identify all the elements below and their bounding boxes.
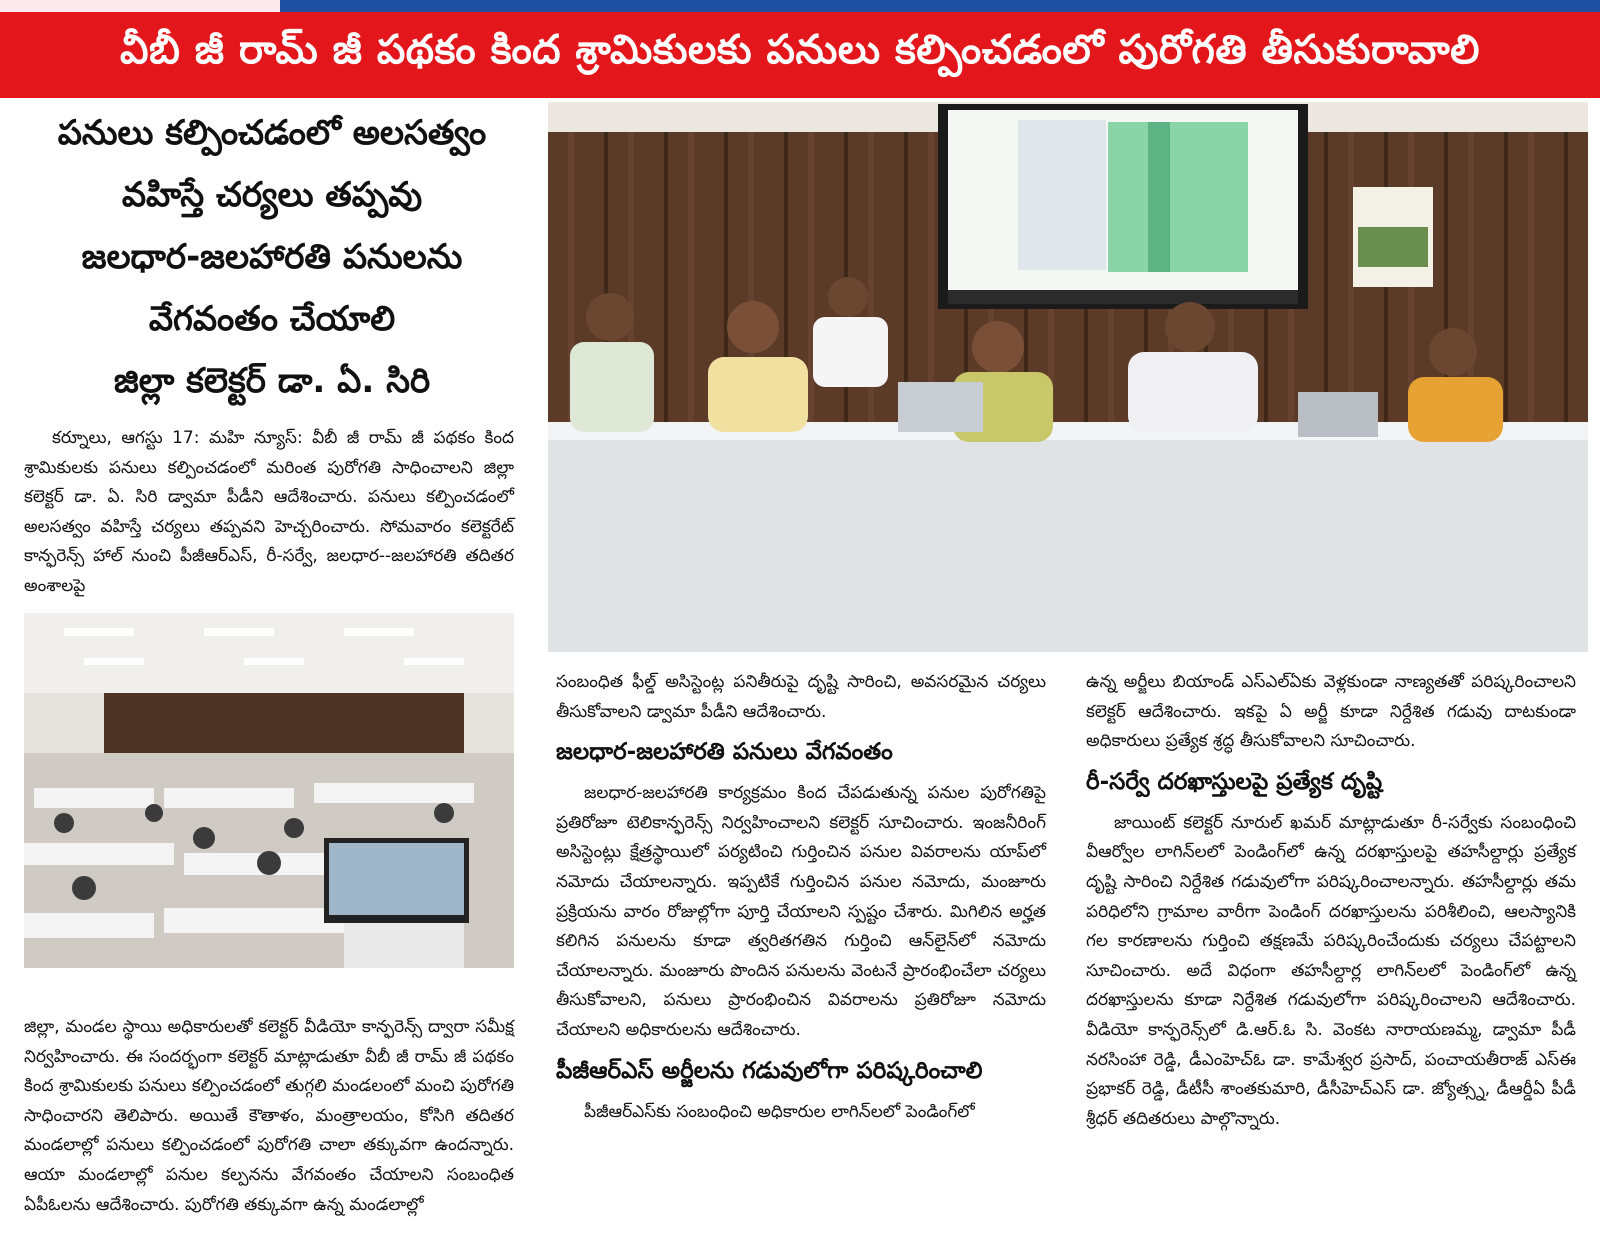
subhead-line: పనులు కల్పించడంలో అలసత్వం — [57, 113, 487, 153]
section-heading: రీ-సర్వే దరఖాస్తులపై ప్రత్యేక దృష్టి — [1086, 768, 1383, 795]
subhead-line: జలధార-జలహారతి పనులను — [81, 237, 463, 277]
section-heading: పీజీఆర్ఎస్ అర్జీలను గడువులోగా పరిష్కరించాలి — [556, 1057, 983, 1084]
subhead-line: జిల్లా కలెక్టర్ డా. ఏ. సిరి — [113, 361, 431, 401]
headline-banner: వీబీ జీ రామ్ జీ పథకం కింద శ్రామికులకు పనులు కల్పించడంలో పురోగతి తీసుకురావాలి — [0, 12, 1600, 98]
article-paragraph: ఉన్న అర్జీలు బియాండ్ ఎస్ఎల్ఏకు వెళ్లకుండా నాణ్యతతో పరిష్కరించాలని కలెక్టర్ ఆదేశించారు. ఇకపై ఏ అర్జీ కూడా నిర్దేశిత గడువు దాటకుండా అధికారులు ప్రత్యేక శ్రద్ధ తీసుకోవాలని సూచించారు. — [1086, 672, 1576, 752]
column-3 — [1086, 668, 1576, 1134]
article-paragraph: కర్నూలు, ఆగస్టు 17: మహి న్యూస్: వీబీ జీ రామ్ జీ పథకం కింద శ్రామికులకు పనులు కల్పించడంలో మరింత పురోగతి సాధించాలని జిల్లా కలెక్టర్ డా. ఏ. సిరి డ్వామా పీడీని ఆదేశించారు. పనులు కల్పించడంలో అలసత్వం వహిస్తే చర్యలు తప్పవని హెచ్చరించారు. సోమవారం కలెక్టరేట్ కాన్ఫరెన్స్ హాల్ నుంచి పీజీఆర్ఎస్, రీ-సర్వే, జలధార--జలహారతి తదితర అంశాలపై — [24, 428, 514, 596]
top-strip — [0, 0, 1600, 12]
subhead-line: వహిస్తే చర్యలు తప్పవు — [121, 175, 423, 215]
article-paragraph: పీజీఆర్ఎస్‌కు సంబంధించి అధికారుల లాగిన్‌లలో పెండింగ్‌లో — [584, 1101, 975, 1122]
subheadline — [22, 102, 522, 412]
article-paragraph: జలధార-జలహారతి కార్యక్రమం కింద చేపడుతున్న పనుల పురోగతిపై ప్రతిరోజూ టెలికాన్ఫరెన్స్ నిర్వహించాలని కలెక్టర్ సూచించారు. ఇంజనీరింగ్ అసిస్టెంట్లు క్షేత్రస్థాయిలో పర్యటించి గుర్తించిన పనుల వివరాలను యాప్‌లో నమోదు చేయాలన్నారు. ఇప్పటికే గుర్తించిన పనుల నమోదు, మంజూరు ప్రక్రియను వారం రోజుల్లోగా పూర్తి చేయాలని స్పష్టం చేశారు. మిగిలిన అర్హత కలిగిన పనులను కూడా త్వరితగతిన గుర్తించి ఆన్‌లైన్‌లో నమోదు చేయాలన్నారు. మంజూరు పొందిన పనులను వెంటనే ప్రారంభించేలా చర్యలు తీసుకోవాలని, పనులు ప్రారంభించిన వివరాలను ప్రతిరోజూ నమోదు చేయాలని అధికారులను ఆదేశించారు. — [556, 783, 1046, 1040]
column-1-intro — [24, 424, 514, 602]
top-strip-right — [280, 0, 1600, 12]
meeting-photo — [548, 102, 1588, 652]
column-1-continued — [24, 1013, 514, 1220]
conference-hall-photo — [24, 613, 514, 968]
top-strip-left — [0, 0, 280, 12]
column-2 — [556, 668, 1046, 1127]
article-paragraph: జిల్లా, మండల స్థాయి అధికారులతో కలెక్టర్ వీడియో కాన్ఫరెన్స్ ద్వారా సమీక్ష నిర్వహించారు. ఈ సందర్భంగా కలెక్టర్ మాట్లాడుతూ వీబీ జీ రామ్ జీ పథకం కింద శ్రామికులకు పనులు కల్పించడంలో తుగ్గలి మండలంలో మంచి పురోగతి సాధించారని తెలిపారు. అయితే కౌతాళం, మంత్రాలయం, కోసిగి తదితర మండలాల్లో పనులు కల్పించడంలో పురోగతి చాలా తక్కువగా ఉందన్నారు. ఆయా మండలాల్లో పనుల కల్పనను వేగవంతం చేయాలని సంబంధిత ఏపీఓలను ఆదేశించారు. పురోగతి తక్కువగా ఉన్న మండలాల్లో — [24, 1017, 514, 1215]
subhead-line: వేగవంతం చేయాలి — [148, 299, 396, 339]
article-paragraph: సంబంధిత ఫీల్డ్ అసిస్టెంట్ల పనితీరుపై దృష్టి సారించి, అవసరమైన చర్యలు తీసుకోవాలని డ్వామా పీడీని ఆదేశించారు. — [556, 672, 1046, 722]
section-heading: జలధార-జలహారతి పనులు వేగవంతం — [556, 739, 893, 766]
article-paragraph: జాయింట్ కలెక్టర్ నూరుల్ ఖమర్ మాట్లాడుతూ రీ-సర్వేకు సంబంధించి వీఆర్వోల లాగిన్‌లలో పెండింగ్‌లో ఉన్న దరఖాస్తులపై తహసీల్దార్లు ప్రత్యేక దృష్టి సారించి నిర్దేశిత గడువులోగా పరిష్కరించాలన్నారు. తహసీల్దార్లు తమ పరిధిలోని గ్రామాల వారీగా పెండింగ్ దరఖాస్తులను పరిశీలించి, ఆలస్యానికి గల కారణాలను గుర్తించి తక్షణమే పరిష్కరించేందుకు చర్యలు చేపట్టాలని సూచించారు. అదే విధంగా తహసీల్దార్ల లాగిన్‌లలో పెండింగ్‌లో ఉన్న దరఖాస్తులను కూడా నిర్దేశిత గడువులోగా పరిష్కరించాలని ఆదేశించారు. వీడియో కాన్ఫరెన్స్‌లో డి.ఆర్.ఓ సి. వెంకట నారాయణమ్మ, డ్వామా పీడీ నరసింహా రెడ్డి, డీఎంహెచ్ఓ డా. కామేశ్వర ప్రసాద్, పంచాయతీరాజ్ ఎస్ఈ ప్రభాకర్ రెడ్డి, డీటీసీ శాంతకుమారి, డీసీహెచ్ఎస్ డా. జ్యోత్స్న, డీఆర్డీఏ పీడీ శ్రీధర్ తదితరులు పాల్గొన్నారు. — [1086, 812, 1576, 1129]
